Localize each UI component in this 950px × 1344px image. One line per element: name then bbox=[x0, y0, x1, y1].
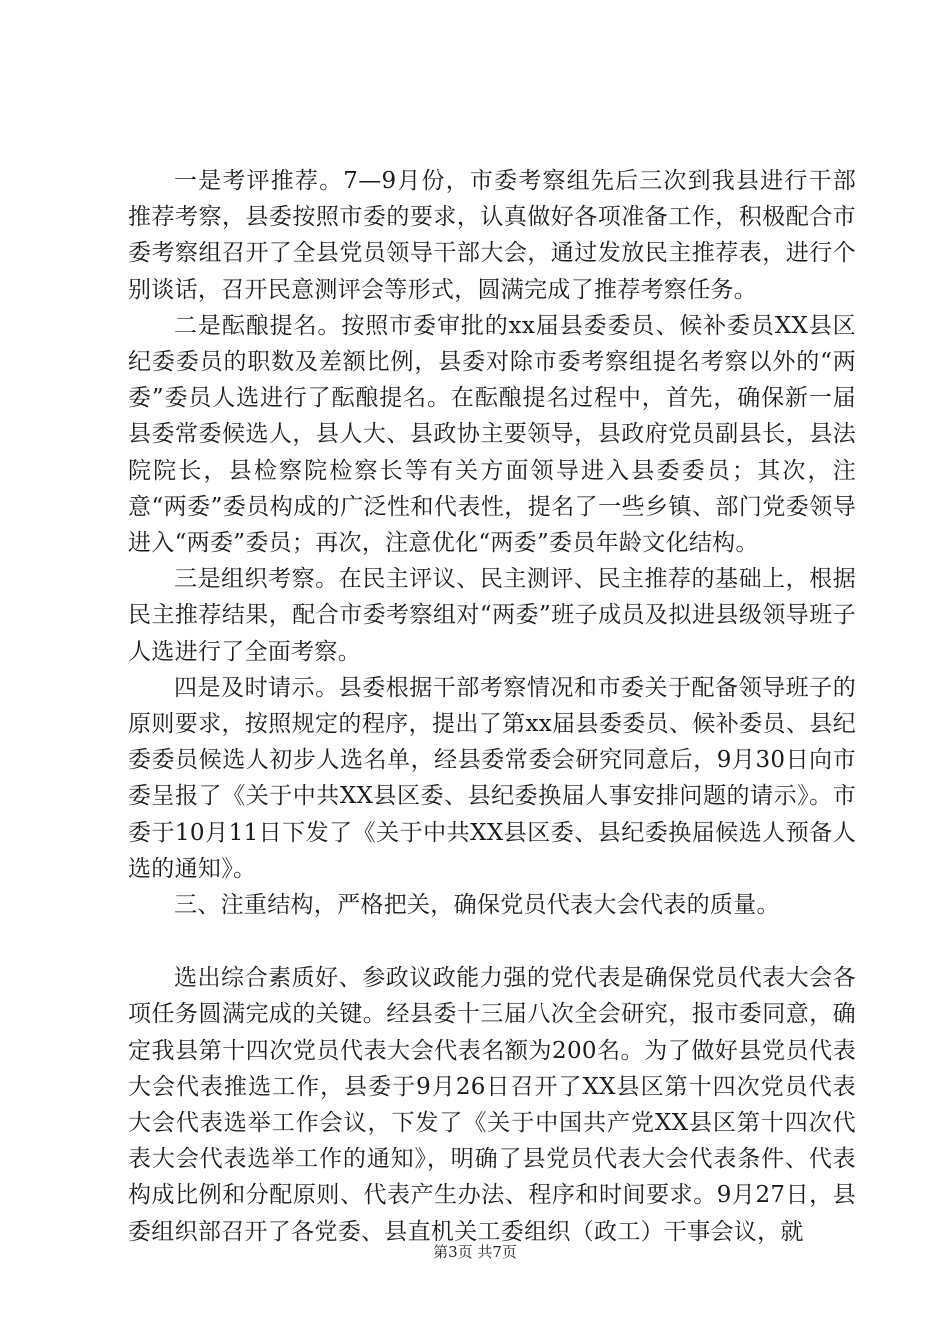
section-heading-3: 三、注重结构，严格把关，确保党员代表大会代表的质量。 bbox=[174, 892, 780, 919]
document-body bbox=[128, 163, 856, 1250]
paragraph-spacer bbox=[128, 923, 856, 960]
paragraph-daibiao-tuixuan: 选出综合素质好、参政议政能力强的党代表是确保党员代表大会各项任务圆满完成的关键。经县委十三届八次全会研究，报市委同意，确定我县第十四次党员代表大会代表名额为200名。为了做好县党员代表大会代表推选工作，县委于9月26日召开了XX县区第十四次党员代表大会代表选举工作会议，下发了《关于中国共产党XX县区第十四次代表大会代表选举工作的通知》，明确了县党员代表大会代表条件、代表构成比例和分配原则、代表产生办法、程序和时间要求。9月27日，县委组织部召开了各党委、县直机关工委组织（政工）干事会议，就 bbox=[128, 965, 856, 1245]
paragraph-kaoping-tuijian: 一是考评推荐。7—9月份，市委考察组先后三次到我县进行干部推荐考察，县委按照市委的要求，认真做好各项准备工作，积极配合市委考察组召开了全县党员领导干部大会，通过发放民主推荐表，进行个别谈话，召开民意测评会等形式，圆满完成了推荐考察任务。 bbox=[128, 168, 856, 303]
page-number-footer: 第3页 共7页 bbox=[433, 1243, 517, 1261]
paragraph-zuzhi-kaocha: 三是组织考察。在民主评议、民主测评、民主推荐的基础上，根据民主推荐结果，配合市委考察组对“两委”班子成员及拟进县级领导班子人选进行了全面考察。 bbox=[128, 566, 856, 665]
paragraph-jishi-qingshi: 四是及时请示。县委根据干部考察情况和市委关于配备领导班子的原则要求，按照规定的程序，提出了第xx届县委委员、候补委员、县纪委委员候选人初步人选名单，经县委常委会研究同意后，9月30日向市委呈报了《关于中共XX县区委、县纪委换届人事安排问题的请示》。市委于10月11日下发了《关于中共XX县区委、县纪委换届候选人预备人选的通知》。 bbox=[128, 674, 856, 882]
paragraph-yunniang-timing: 二是酝酿提名。按照市委审批的xx届县委委员、候补委员XX县区纪委委员的职数及差额比例，县委对除市委考察组提名考察以外的“两委”委员人选进行了酝酿提名。在酝酿提名过程中，首先，确保新一届县委常委候选人，县人大、县政协主要领导，县政府党员副县长，县法院院长，县检察院检察长等有关方面领导进入县委委员；其次，注意“两委”委员构成的广泛性和代表性，提名了一些乡镇、部门党委领导进入“两委”委员；再次，注意优化“两委”委员年龄文化结构。 bbox=[128, 312, 856, 557]
